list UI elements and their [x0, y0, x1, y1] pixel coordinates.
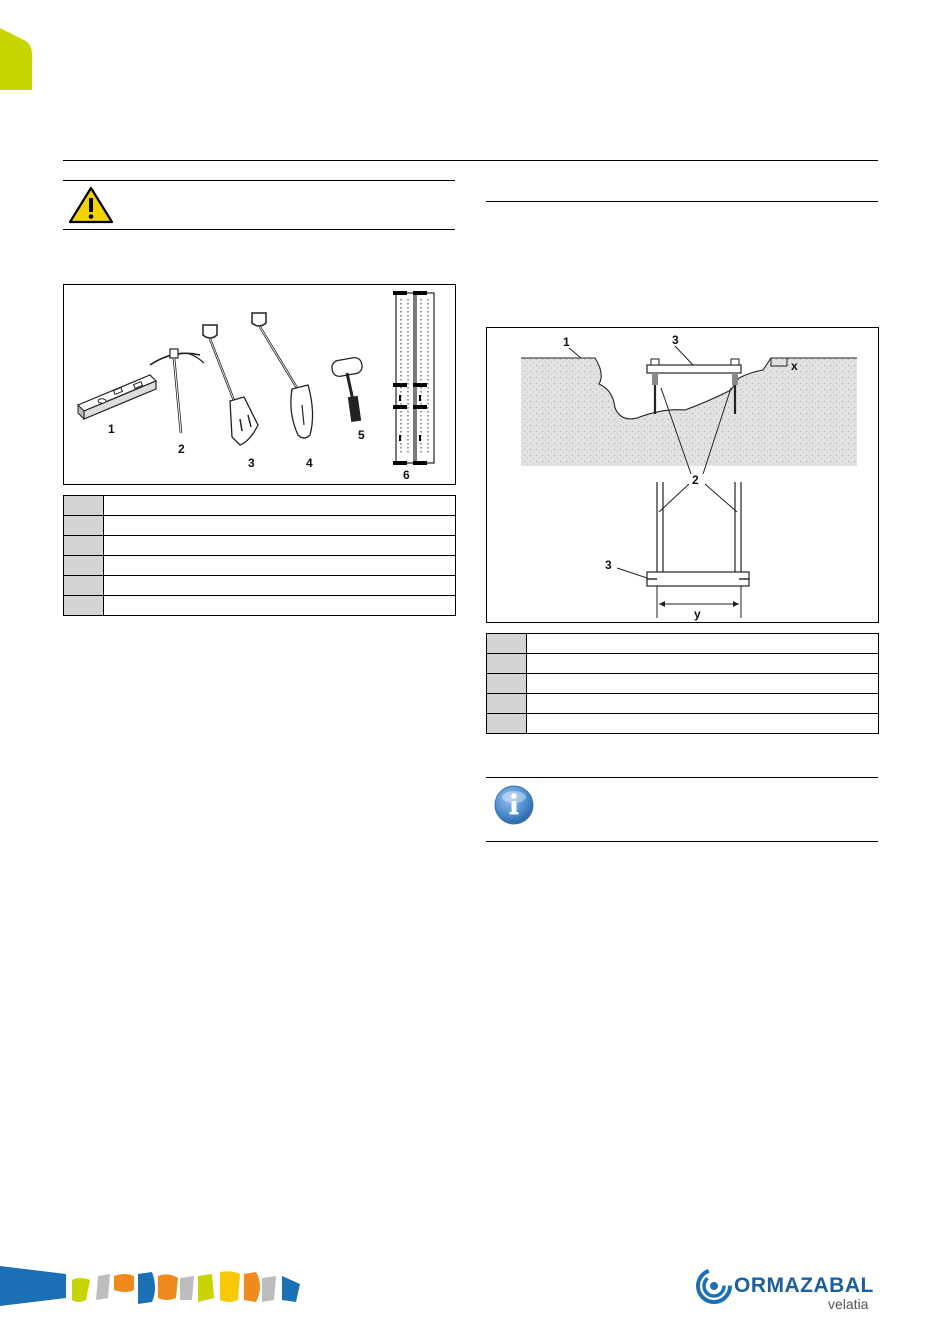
- warning-icon: [68, 186, 114, 224]
- corner-tab: [0, 28, 34, 90]
- table-row: [487, 714, 879, 734]
- legend-desc-cell: [104, 536, 456, 556]
- tools-label-1: 1: [108, 422, 115, 436]
- legend-num-cell: [487, 694, 527, 714]
- logo-mark-icon: [696, 1268, 732, 1304]
- excavation-label-1: 1: [563, 335, 570, 349]
- shovel-illustration: [203, 325, 258, 445]
- header-rule: [63, 160, 878, 161]
- table-row: [64, 496, 456, 516]
- brand-logo: [696, 1268, 886, 1312]
- footer-decoration: [0, 1260, 310, 1310]
- excavation-label-3-bottom: 3: [605, 558, 612, 572]
- legend-desc-cell: [104, 496, 456, 516]
- legend-num-cell: [64, 536, 104, 556]
- tools-label-6: 6: [403, 468, 410, 482]
- legend-num-cell: [64, 516, 104, 536]
- tools-label-5: 5: [358, 428, 365, 442]
- legend-num-cell: [487, 654, 527, 674]
- pickaxe-illustration: [150, 349, 204, 433]
- excavation-drawing: [487, 328, 878, 622]
- excavation-label-3-top: 3: [672, 333, 679, 347]
- table-row: [64, 556, 456, 576]
- legend-desc-cell: [104, 556, 456, 576]
- measuring-staff-illustration: [393, 291, 434, 465]
- tools-drawing: [64, 285, 455, 484]
- excavation-label-2: 2: [692, 473, 699, 487]
- legend-num-cell: [64, 496, 104, 516]
- legend-num-cell: [64, 596, 104, 616]
- warning-top-rule: [63, 180, 455, 181]
- excavation-legend-table: [486, 633, 879, 734]
- table-row: [487, 694, 879, 714]
- tools-label-4: 4: [306, 456, 313, 470]
- legend-desc-cell: [527, 694, 879, 714]
- mallet-illustration: [331, 357, 363, 422]
- table-row: [64, 516, 456, 536]
- legend-desc-cell: [104, 516, 456, 536]
- legend-num-cell: [64, 556, 104, 576]
- table-row: [487, 654, 879, 674]
- tools-legend-table: [63, 495, 456, 616]
- info-top-rule: [486, 777, 878, 778]
- excavation-figure: [486, 327, 879, 623]
- table-row: [64, 596, 456, 616]
- legend-desc-cell: [527, 654, 879, 674]
- legend-num-cell: [487, 674, 527, 694]
- table-row: [64, 536, 456, 556]
- brand-tagline: velatia: [828, 1296, 869, 1312]
- excavation-label-y: y: [694, 607, 701, 621]
- legend-desc-cell: [527, 634, 879, 654]
- table-row: [487, 674, 879, 694]
- legend-desc-cell: [104, 576, 456, 596]
- excavation-label-x: x: [791, 359, 798, 373]
- legend-desc-cell: [527, 714, 879, 734]
- legend-desc-cell: [527, 674, 879, 694]
- ground-section: [521, 358, 857, 466]
- legend-desc-cell: [104, 596, 456, 616]
- tools-figure: [63, 284, 456, 485]
- table-row: [487, 634, 879, 654]
- warning-bottom-rule: [63, 229, 455, 230]
- legend-num-cell: [487, 714, 527, 734]
- legend-num-cell: [64, 576, 104, 596]
- info-bottom-rule: [486, 841, 878, 842]
- tools-label-3: 3: [248, 456, 255, 470]
- tools-label-2: 2: [178, 442, 185, 456]
- table-row: [64, 576, 456, 596]
- legend-num-cell: [487, 634, 527, 654]
- spade-illustration: [252, 313, 313, 438]
- brand-name: ORMAZABAL: [734, 1274, 874, 1297]
- section-rule: [486, 201, 878, 202]
- info-icon: [493, 784, 535, 826]
- spirit-level-illustration: [78, 375, 156, 419]
